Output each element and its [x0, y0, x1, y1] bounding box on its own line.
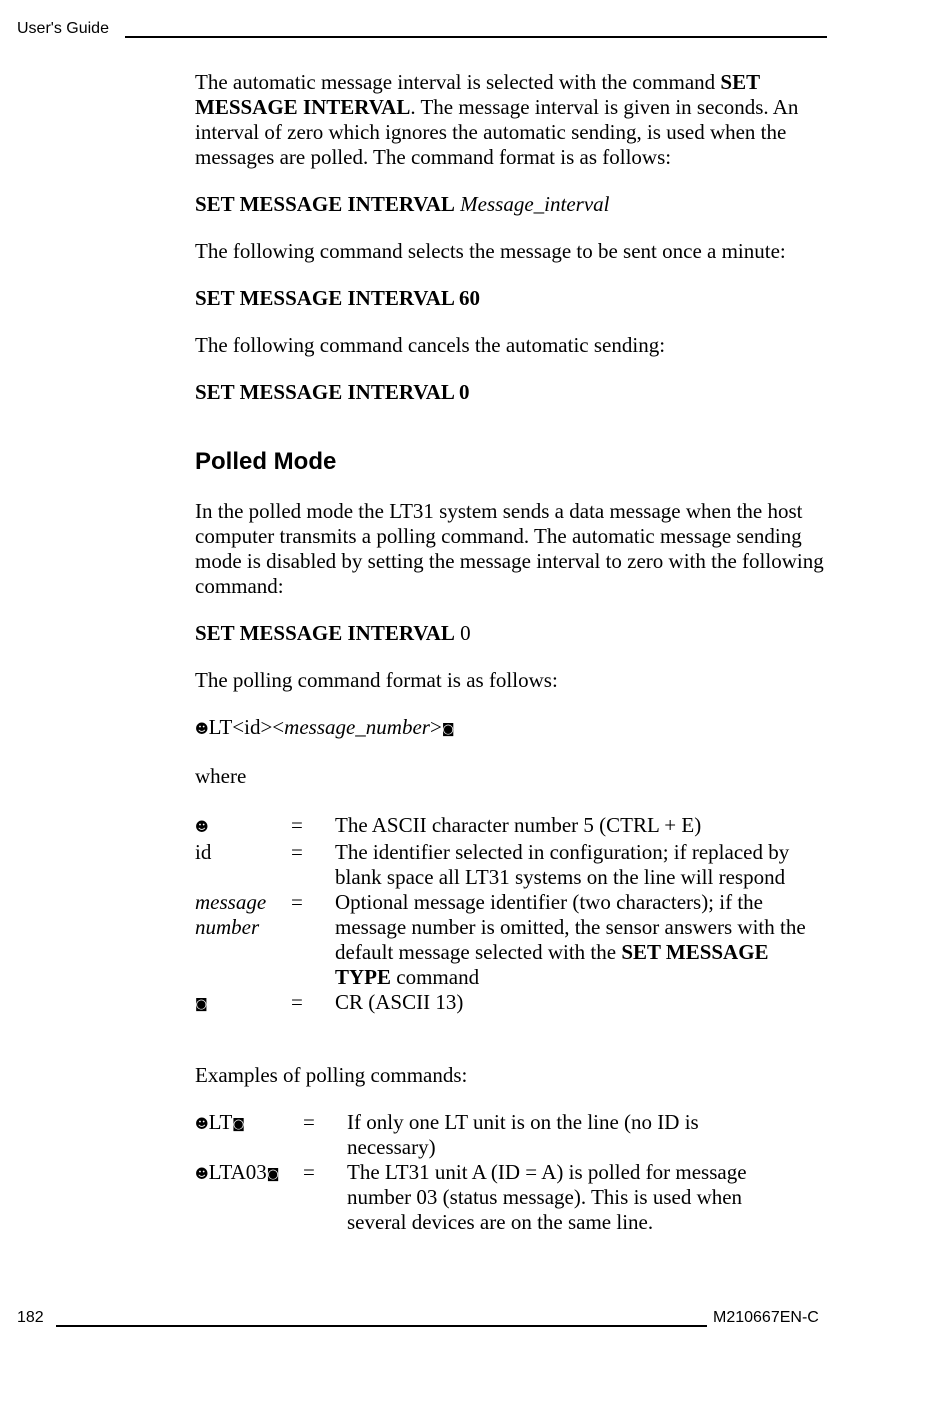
- intro-paragraph: [195, 70, 835, 170]
- term-message-word: message: [195, 890, 267, 914]
- page-content: [195, 70, 835, 1235]
- enq-icon: ☻: [195, 1117, 209, 1132]
- equals-sign: =: [303, 1160, 315, 1184]
- term-message-number: [195, 890, 291, 990]
- enq-icon: ☻: [195, 722, 209, 737]
- running-header: User's Guide: [17, 20, 109, 37]
- equals-sign: =: [291, 813, 303, 837]
- term-id: id: [195, 840, 212, 864]
- section-heading-polled-mode: Polled Mode: [195, 448, 337, 475]
- definition-message-command: SET MESSAGE TYPE: [335, 940, 769, 989]
- polled-command-name: SET MESSAGE INTERVAL: [195, 621, 455, 645]
- enq-icon: ☻: [195, 820, 209, 835]
- format-suffix: >: [429, 715, 442, 739]
- footer-rule: [56, 1325, 707, 1327]
- polling-format: [195, 715, 835, 742]
- examples-heading: Examples of polling commands:: [195, 1063, 468, 1087]
- format-parameter: message_number: [284, 715, 430, 739]
- definition-row-enq: [195, 813, 815, 840]
- definition-message-text: Optional message identifier (two characters); if the message number is omitted, the sensor answers with the default message selected with the: [335, 890, 806, 964]
- definition-cr: CR (ASCII 13): [335, 990, 464, 1014]
- document-code: M210667EN-C: [713, 1309, 819, 1326]
- carriage-return-icon: ◙: [266, 1167, 280, 1182]
- header-rule: [125, 36, 827, 38]
- definition-row-id: [195, 840, 815, 890]
- example-interval-60: SET MESSAGE INTERVAL 60: [195, 286, 481, 310]
- syntax-parameter: Message_interval: [460, 192, 610, 216]
- definitions-table: [195, 813, 815, 1017]
- equals-sign: =: [291, 890, 303, 914]
- example-row: [195, 1160, 787, 1235]
- definition-row-cr: [195, 990, 815, 1017]
- example-command: LT: [208, 1110, 233, 1134]
- example-command: LTA03: [208, 1160, 267, 1184]
- intro-text-rest: . The message interval is given in seconds. An interval of zero which ignores the automatic sending, is used when the messages are polled. The command format is as follows:: [195, 95, 799, 169]
- intro-text: The automatic message interval is selected with the command: [195, 70, 721, 94]
- example-interval-0: SET MESSAGE INTERVAL 0: [195, 380, 470, 404]
- enq-icon: ☻: [195, 1167, 209, 1182]
- carriage-return-icon: ◙: [232, 1117, 245, 1132]
- definition-id: The identifier selected in configuration; if replaced by blank space all LT31 systems on the line will respond: [335, 840, 790, 889]
- equals-sign: =: [291, 840, 303, 864]
- definition-enq: The ASCII character number 5 (CTRL + E): [335, 813, 702, 837]
- example-row: [195, 1110, 787, 1160]
- definition-message-number: [335, 890, 815, 990]
- polled-command-value: 0: [460, 621, 471, 645]
- definition-message-text-end: command: [391, 965, 480, 989]
- paragraph-once-a-minute: The following command selects the message to be sent once a minute:: [195, 239, 786, 263]
- example-description: The LT31 unit A (ID = A) is polled for message number 03 (status message). This is used when several devices are on the same line.: [347, 1160, 747, 1234]
- carriage-return-icon: ◙: [441, 722, 455, 737]
- command-syntax: [195, 192, 835, 217]
- paragraph-cancel: The following command cancels the automatic sending:: [195, 333, 666, 357]
- equals-sign: =: [303, 1110, 315, 1134]
- example-description: If only one LT unit is on the line (no ID is necessary): [347, 1110, 699, 1159]
- format-prefix: LT<id><: [208, 715, 285, 739]
- definition-row-message-number: [195, 890, 815, 990]
- equals-sign: =: [291, 990, 303, 1014]
- where-label: where: [195, 764, 247, 788]
- term-number-word: number: [195, 915, 260, 939]
- syntax-command: SET MESSAGE INTERVAL: [195, 192, 455, 216]
- polled-mode-paragraph: In the polled mode the LT31 system sends a data message when the host computer transmits a polling command. The automatic message sending mode is disabled by setting the message interval to zero with the following command:: [195, 499, 824, 598]
- polled-command: [195, 621, 835, 646]
- page-number: 182: [17, 1309, 44, 1326]
- intro-command: SET MESSAGE INTERVAL: [195, 70, 760, 119]
- carriage-return-icon: ◙: [195, 997, 208, 1012]
- examples-table: [195, 1110, 787, 1235]
- polling-format-intro: The polling command format is as follows:: [195, 668, 558, 692]
